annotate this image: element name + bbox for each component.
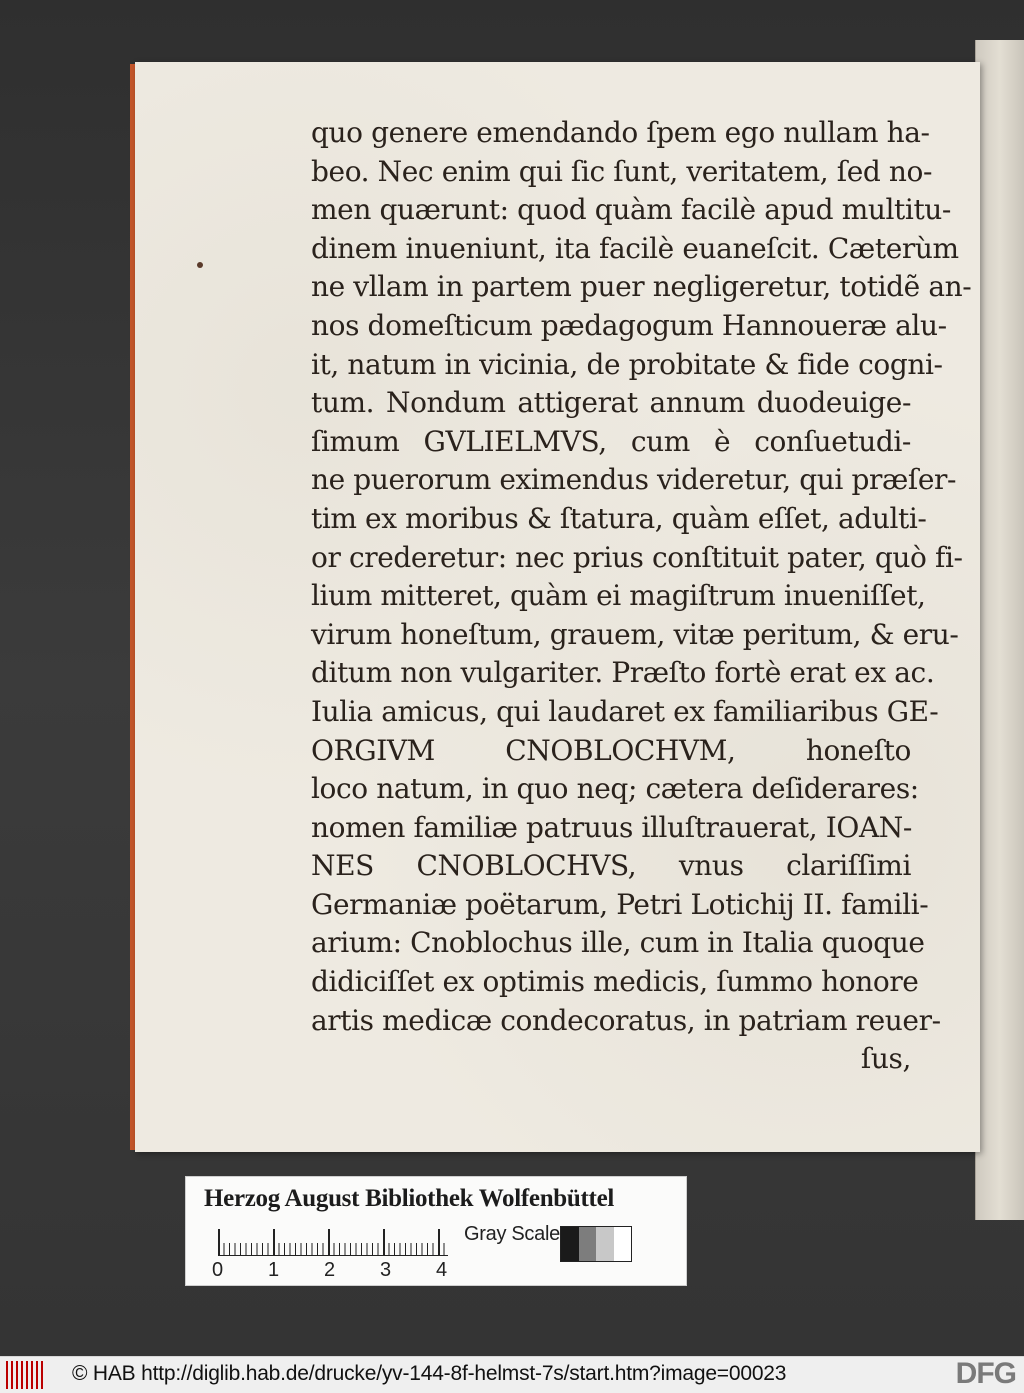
ink-spot	[197, 262, 203, 268]
gray-swatch	[614, 1227, 632, 1261]
text-line: virum honeſtum, grauem, vitæ peritum, & eru-	[311, 617, 959, 651]
text-line: ORGIVM CNOBLOCHVM, honeſto	[311, 733, 911, 767]
scale-number: 3	[380, 1259, 392, 1281]
book-page	[135, 62, 980, 1152]
catchword: ſus,	[860, 1042, 911, 1076]
page-text	[311, 114, 972, 1079]
footer-bar	[0, 1356, 1024, 1393]
ruler-major-tick	[328, 1229, 330, 1255]
text-line: tim ex moribus & ſtatura, quàm eſſet, adulti-	[311, 501, 927, 535]
scale-ruler	[218, 1225, 448, 1256]
text-line: Iulia amicus, qui laudaret ex familiaribus GE-	[311, 694, 939, 728]
text-line: nos domeſticum pædagogum Hannoueræ alu-	[311, 308, 947, 342]
text-line: ditum non vulgariter. Præſto fortè erat ex ac.	[311, 656, 935, 690]
ruler-major-tick	[218, 1229, 220, 1255]
text-line: beo. Nec enim qui ſic ſunt, veritatem, ſed no-	[311, 154, 933, 188]
text-line: ne vllam in partem puer negligeretur, totidẽ an-	[311, 270, 972, 304]
text-line: Germaniæ poëtarum, Petri Lotichij II. famili-	[311, 887, 929, 921]
credit-url[interactable]: © HAB http://diglib.hab.de/drucke/yv-144-8f-helmst-7s/start.htm?image=00023	[72, 1362, 787, 1385]
ruler-major-tick	[383, 1229, 385, 1255]
text-line: tum. Nondum attigerat annum duodeuige-	[311, 386, 911, 420]
text-line: artis medicæ condecoratus, in patriam reuer-	[311, 1003, 941, 1037]
hab-logo-icon	[6, 1361, 46, 1389]
text-line: ne puerorum eximendus videretur, qui præſer-	[311, 463, 957, 497]
text-line: or crederetur: nec prius conſtituit pater, quò fi-	[311, 540, 963, 574]
text-line: didiciſſet ex optimis medicis, ſummo honore	[311, 965, 919, 999]
facing-page-edge	[975, 40, 1024, 1220]
text-line: men quærunt: quod quàm facilè apud multitu-	[311, 193, 951, 227]
scale-number: 1	[268, 1259, 280, 1281]
text-line: it, natum in vicinia, de probitate & fide cogni-	[311, 347, 943, 381]
scale-number: 4	[436, 1259, 448, 1281]
text-line: ſimum GVLIELMVS, cum è conſuetudi-	[311, 424, 911, 458]
text-line: loco natum, in quo neq; cætera deſiderares:	[311, 772, 919, 806]
text-line: dinem inueniunt, ita facilè euaneſcit. Cæterùm	[311, 231, 959, 265]
gray-scale-swatches	[560, 1226, 632, 1262]
library-name: Herzog August Bibliothek Wolfenbüttel	[204, 1185, 615, 1212]
ruler-major-tick	[438, 1229, 440, 1255]
gray-scale-label: Gray Scale	[464, 1223, 560, 1245]
gray-swatch	[561, 1227, 579, 1261]
gray-swatch	[596, 1227, 614, 1261]
scale-number: 0	[212, 1259, 224, 1281]
gray-swatch	[579, 1227, 597, 1261]
ruler-major-tick	[273, 1229, 275, 1255]
text-line: nomen familiæ patruus illuſtrauerat, IOAN-	[311, 810, 912, 844]
dfg-logo: DFG	[955, 1357, 1016, 1390]
text-line: NES CNOBLOCHVS, vnus clariſſimi	[311, 849, 911, 883]
text-line: quo genere emendando ſpem ego nullam ha-	[311, 116, 930, 149]
scale-number: 2	[324, 1259, 336, 1281]
color-target-card	[185, 1176, 687, 1286]
text-line: arium: Cnoblochus ille, cum in Italia quoque	[311, 926, 925, 960]
text-line: lium mitteret, quàm ei magiſtrum inueniſſet,	[311, 579, 926, 613]
